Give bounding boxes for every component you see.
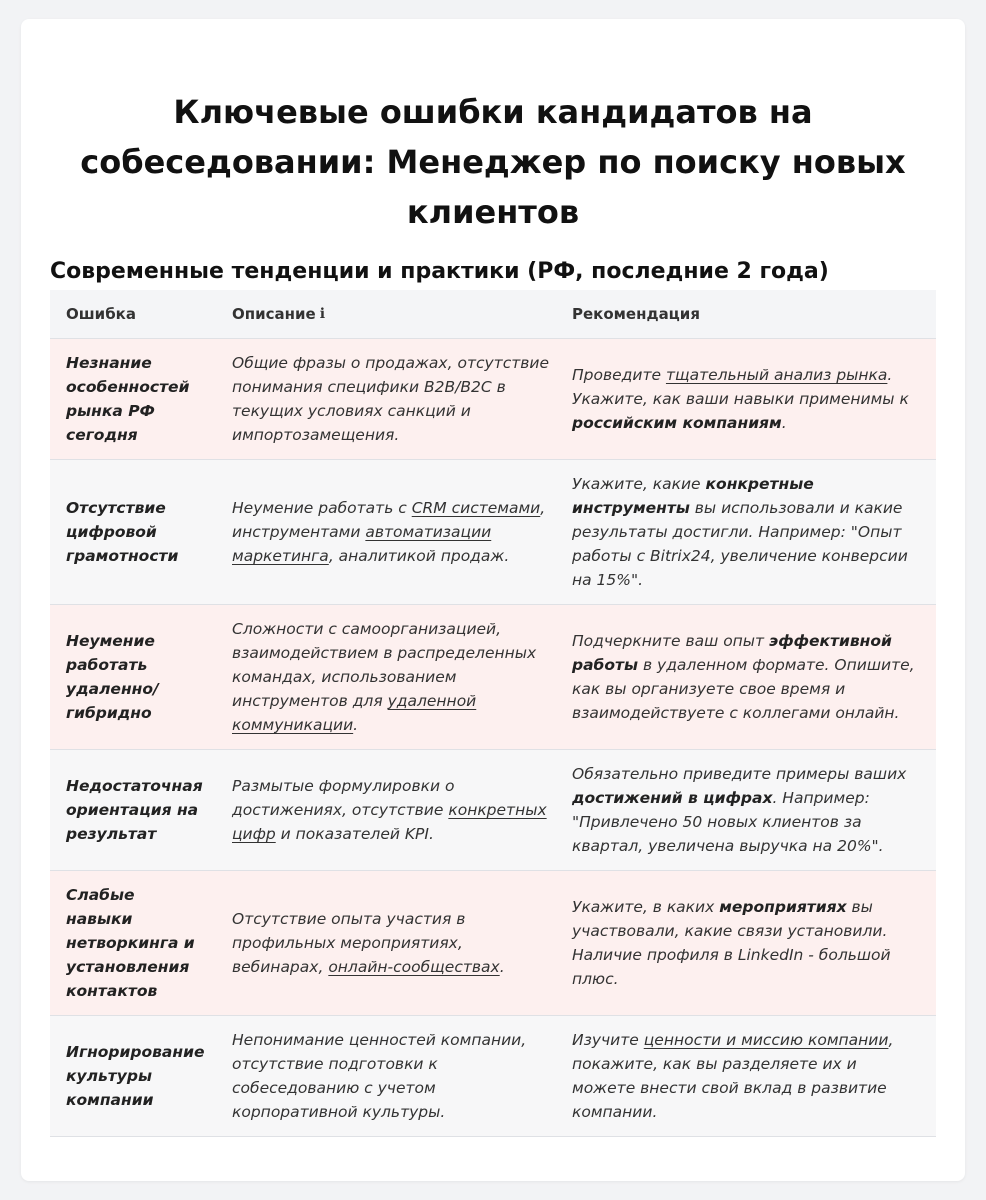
title-line-3: клиентов: [406, 193, 580, 231]
content-card: [21, 19, 965, 1181]
header-error: Ошибка: [66, 305, 136, 323]
row-recommendation: Подчеркните ваш опыт эффективной работы в удаленном формате. Опишите, как вы организуете свое время и взаимодействуете с коллегами онлайн.: [572, 632, 915, 722]
table-row: [50, 1016, 936, 1137]
title-line-1: Ключевые ошибки кандидатов на: [173, 93, 813, 131]
table-row: [50, 460, 936, 605]
table-row: [50, 605, 936, 750]
row-description: Непонимание ценностей компании, отсутствие подготовки к собеседованию с учетом корпоративной культуры.: [232, 1031, 527, 1121]
row-error: Игнорирование культуры компании: [66, 1043, 205, 1109]
online-communities-link[interactable]: онлайн-сообществах: [328, 958, 500, 976]
row-error: Отсутствие цифровой грамотности: [66, 499, 179, 565]
title-line-2: собеседовании: Менеджер по поиску новых: [80, 143, 906, 181]
header-recommendation: Рекомендация: [572, 305, 700, 323]
row-recommendation: Укажите, в каких мероприятиях вы участвовали, какие связи установили. Наличие профиля в LinkedIn - большой плюс.: [572, 898, 891, 988]
table-row: [50, 750, 936, 871]
remote-communication-link[interactable]: удаленной коммуникации: [232, 692, 477, 734]
crm-systems-link[interactable]: CRM системами: [411, 499, 541, 517]
info-icon[interactable]: ℹ: [319, 306, 326, 322]
table-header-row: [50, 290, 936, 339]
errors-table: [50, 290, 936, 1137]
row-description: Общие фразы о продажах, отсутствие понимания специфики B2B/B2C в текущих условиях санкций и импортозамещения.: [232, 354, 549, 444]
company-values-link[interactable]: ценности и миссию компании: [643, 1031, 889, 1049]
table-row: [50, 871, 936, 1016]
row-recommendation: Проведите тщательный анализ рынка. Укажите, как ваши навыки применимы к российским компаниям.: [572, 366, 909, 432]
market-analysis-link[interactable]: тщательный анализ рынка: [665, 366, 888, 384]
row-recommendation: Укажите, какие конкретные инструменты вы использовали и какие результаты достигли. Например: "Опыт работы с Bitrix24, увеличение конверсии на 15%".: [572, 475, 908, 589]
row-error: Слабые навыки нетворкинга и установления контактов: [66, 886, 195, 1000]
row-error: Незнание особенностей рынка РФ сегодня: [66, 354, 190, 444]
row-recommendation: Обязательно приведите примеры ваших достижений в цифрах. Например: "Привлечено 50 новых клиентов за квартал, увеличена выручка на 20%".: [572, 765, 907, 855]
row-recommendation: Изучите ценности и миссию компании, покажите, как вы разделяете их и можете внести свой вклад в развитие компании.: [572, 1031, 894, 1121]
section-subtitle: Современные тенденции и практики (РФ, последние 2 года): [50, 259, 829, 284]
row-error: Недостаточная ориентация на результат: [66, 777, 203, 843]
row-description: Сложности с самоорганизацией, взаимодействием в распределенных командах, использованием инструментов для удаленной коммуникации.: [232, 620, 537, 734]
marketing-automation-link[interactable]: автоматизации маркетинга: [232, 523, 492, 565]
header-description: Описание ℹ: [232, 290, 552, 338]
row-description: Размытые формулировки о достижениях, отсутствие конкретных цифр и показателей KPI.: [232, 777, 547, 843]
row-error: Неумение работать удаленно/гибридно: [66, 632, 159, 722]
row-description: Отсутствие опыта участия в профильных мероприятиях, вебинарах, онлайн-сообществах.: [232, 910, 505, 976]
page-title: [21, 87, 965, 237]
table-row: [50, 339, 936, 460]
concrete-numbers-link[interactable]: конкретных цифр: [232, 801, 547, 843]
row-description: Неумение работать с CRM системами, инструментами автоматизации маркетинга, аналитикой продаж.: [232, 499, 546, 565]
